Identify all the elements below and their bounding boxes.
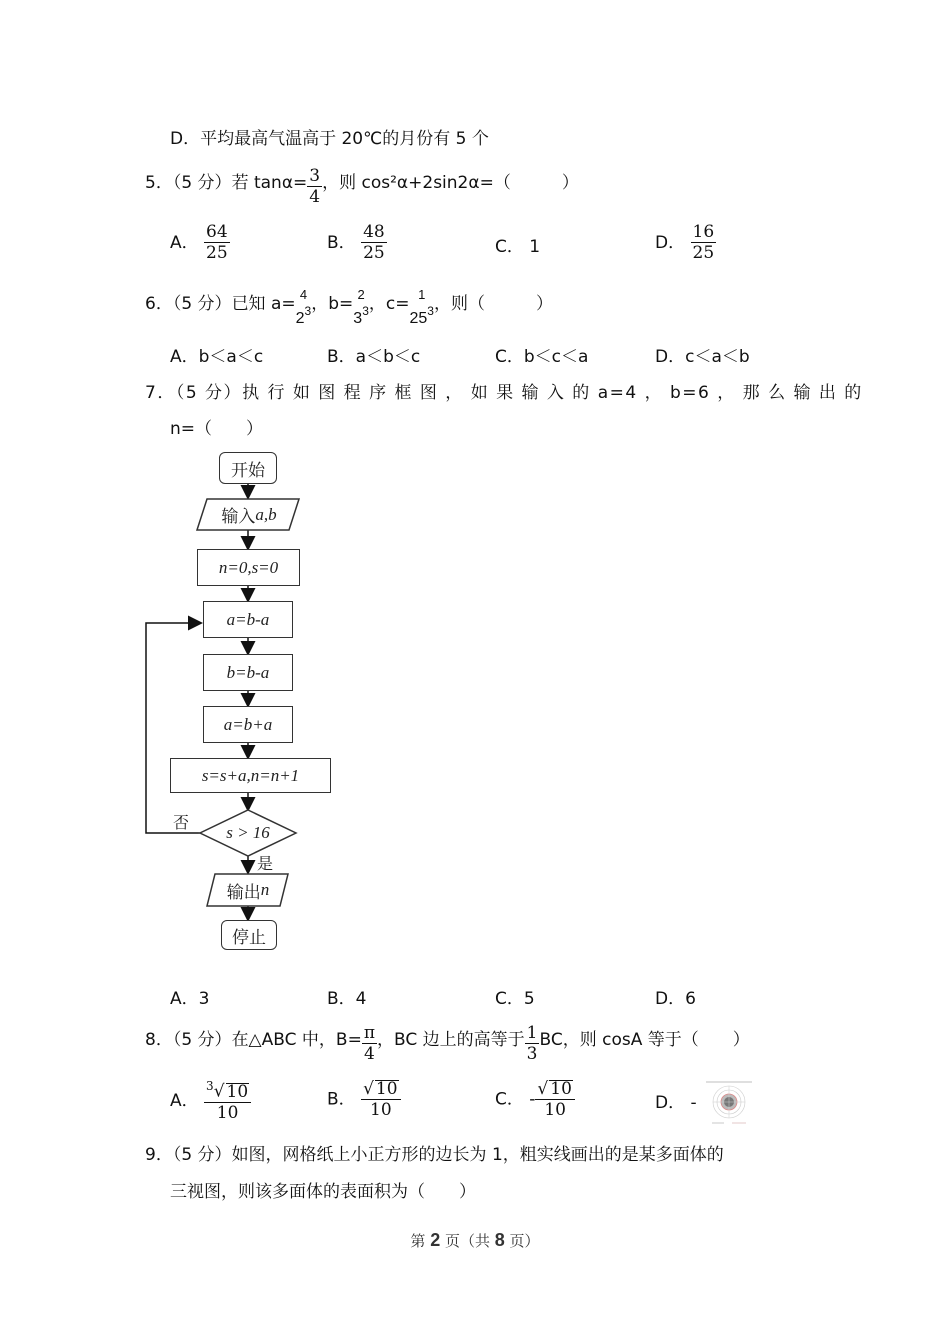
power-fraction-b: 2 $3^3$ xyxy=(353,287,369,327)
fraction: $\frac{16}{25}$ xyxy=(692,222,715,263)
prev-question-option-d: D．平均最高气温高于 20℃的月份有 5 个 xyxy=(170,129,489,149)
fraction: $\frac{\pi}{4}$ xyxy=(363,1023,375,1064)
question-5-stem: 5．（5 分）若 tanα= $\frac{3}{4}$ ，则 cos²α+2sin2α=（ ） xyxy=(145,166,579,207)
question-5-option-c[interactable]: C． 1 xyxy=(495,237,541,257)
fraction: $\frac{3}{4}$ xyxy=(309,166,321,207)
question-7-stem-line2: n=（ ） xyxy=(170,419,264,439)
flowchart-step-1: a=b-a xyxy=(203,601,293,638)
question-6-option-a[interactable]: A．b＜a＜c xyxy=(170,347,264,367)
current-page-number: 2 xyxy=(430,1230,441,1250)
fraction: $\frac{√ 10}{10}$ xyxy=(535,1080,574,1119)
power-fraction-a: 4 $2^3$ xyxy=(295,287,312,327)
fraction: $\frac{1}{3}$ xyxy=(526,1023,538,1064)
question-7-option-b[interactable]: B．4 xyxy=(327,989,367,1009)
page-footer: 第 2 页（共 8 页） xyxy=(410,1230,540,1250)
question-7-option-c[interactable]: C．5 xyxy=(495,989,535,1009)
question-6-stem: 6．（5 分）已知 a= 4 $2^3$ ，b= 2 $3^3$ ，c= 1 $25^3$ ，则（ ） xyxy=(145,287,553,327)
fraction: $\frac{√ 10}{10}$ xyxy=(361,1080,400,1119)
flowchart-step-3: a=b+a xyxy=(203,706,293,743)
question-8-option-d[interactable]: D． - xyxy=(655,1080,754,1126)
question-6-option-b[interactable]: B．a＜b＜c xyxy=(327,347,421,367)
question-8-stem: 8．（5 分）在△ABC 中，B= $\frac{\pi}{4}$ ，BC 边上的高等于 $\frac{1}{3}$ BC，则 cosA 等于（ ） xyxy=(145,1023,750,1064)
flowchart-start: 开始 xyxy=(219,452,277,484)
fraction: $\frac{64}{25}$ xyxy=(206,222,228,263)
question-number: 5． xyxy=(145,173,173,193)
flowchart-init: n=0,s=0 xyxy=(197,549,300,586)
flowchart-no-label: 否 xyxy=(173,813,190,832)
fraction: $\frac{48}{25}$ xyxy=(363,222,385,263)
total-page-count: 8 xyxy=(494,1230,505,1250)
flowchart-output: 输出 n xyxy=(226,880,270,903)
flowchart-stop: 停止 xyxy=(221,920,277,950)
question-6-option-c[interactable]: C．b＜c＜a xyxy=(495,347,589,367)
flowchart-step-2: b=b-a xyxy=(203,654,293,691)
question-7-option-a[interactable]: A．3 xyxy=(170,989,210,1009)
flowchart-yes-label: 是 xyxy=(257,854,274,873)
question-5-option-b[interactable]: B． $\frac{48}{25}$ xyxy=(327,222,385,263)
question-7-stem-line1: 7．（5 分）执 行 如 图 程 序 框 图 ， 如 果 输 入 的 a=4 ， b=6 ， 那 么 输 出 的 xyxy=(145,383,863,403)
question-8-option-c[interactable]: C． - $\frac{√ 10}{10}$ xyxy=(495,1080,575,1119)
question-5-option-d[interactable]: D． $\frac{16}{25}$ xyxy=(655,222,715,263)
question-8-option-a[interactable]: A． $\frac{^3√ 10}{10}$ xyxy=(170,1080,251,1122)
question-6-option-d[interactable]: D．c＜a＜b xyxy=(655,347,750,367)
polar-chart-thumbnail-image xyxy=(702,1080,754,1126)
question-5-option-a[interactable]: A． $\frac{64}{25}$ xyxy=(170,222,228,263)
question-8-option-b[interactable]: B． $\frac{√ 10}{10}$ xyxy=(327,1080,401,1119)
flowchart-condition: s > 16 xyxy=(226,823,270,842)
question-points: （5 分） xyxy=(172,173,232,193)
flowchart-input: 输入 a,b xyxy=(221,504,277,527)
fraction: $\frac{^3√ 10}{10}$ xyxy=(204,1080,251,1122)
question-7-option-d[interactable]: D．6 xyxy=(655,989,696,1009)
question-9-stem-line1: 9．（5 分）如图，网格纸上小正方形的边长为 1，粗实线画出的是某多面体的 xyxy=(145,1145,724,1165)
flowchart-step-4: s=s+a,n=n+1 xyxy=(170,758,331,793)
power-fraction-c: 1 $25^3$ xyxy=(409,287,434,327)
question-9-stem-line2: 三视图，则该多面体的表面积为（ ） xyxy=(170,1182,476,1202)
